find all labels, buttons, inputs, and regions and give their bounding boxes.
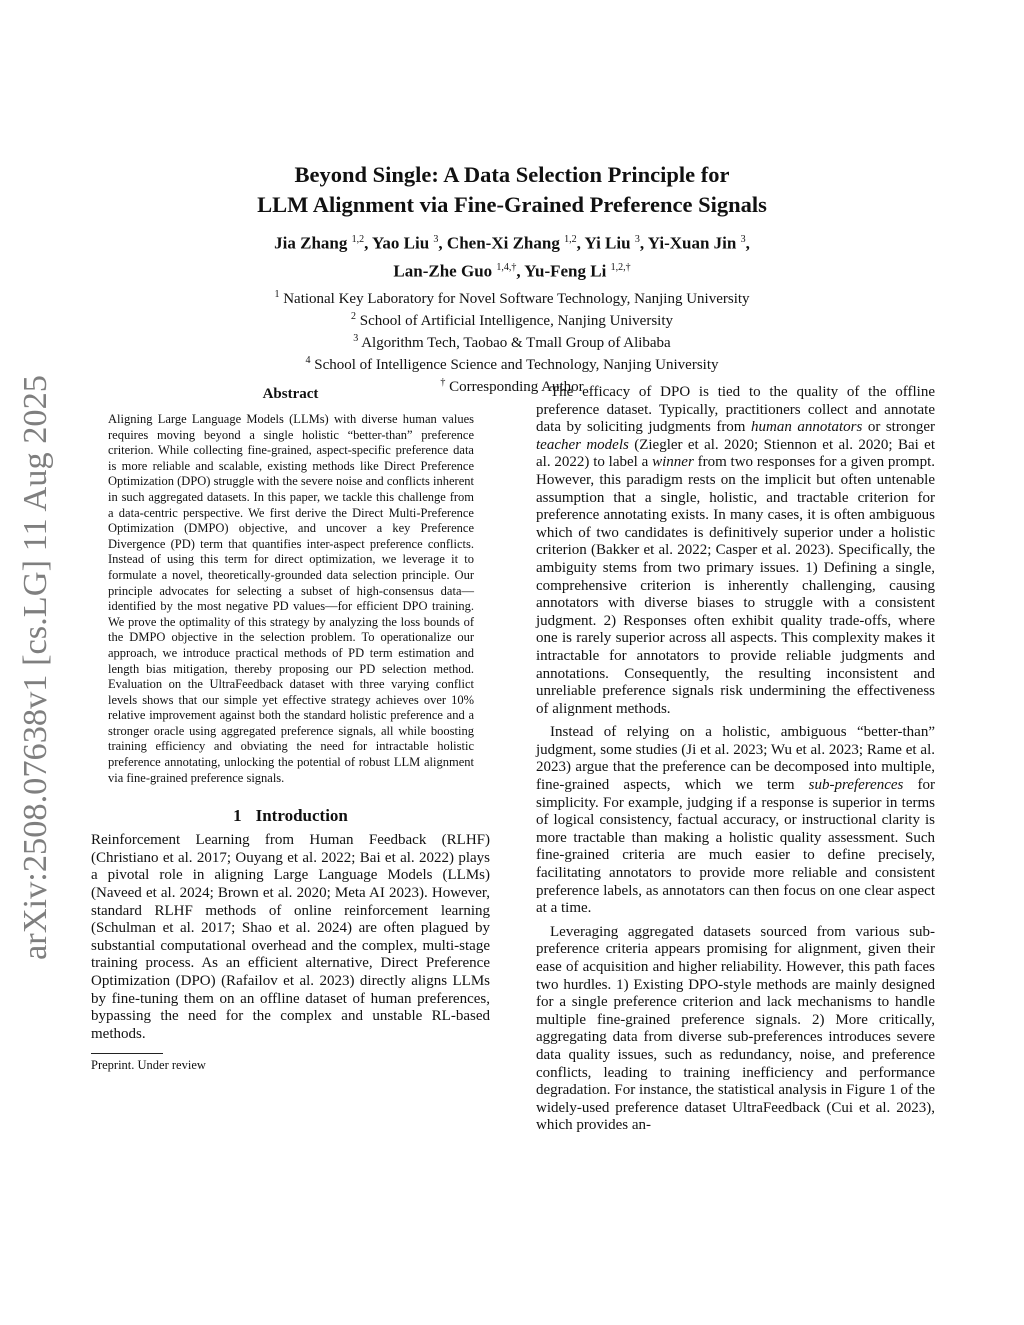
abstract-heading: Abstract	[262, 386, 319, 402]
right-column	[536, 384, 935, 1135]
title-line-1: Beyond Single: A Data Selection Principle for	[294, 162, 730, 187]
section-heading-introduction	[91, 804, 490, 828]
arxiv-identifier-stamp	[0, 370, 60, 970]
footnote-divider	[91, 1053, 163, 1054]
author-name: Yi Liu	[584, 233, 631, 253]
body-paragraph: The efficacy of DPO is tied to the quality of the offline preference dataset. Typically, practitioners collect and annotate data by soliciting judgments from human annotators or stronger teacher models (Ziegler et al. 2020; Stiennon et al. 2020; Bai et al. 2022) to label a winner from two responses for a given prompt. However, this paradigm rests on the implicit but often untenable assumption that a single, holistic, and tractable criterion for preference annotating exists. In many cases, it is often ambiguous which of two candidates is definitively superior under a holistic criterion (Bakker et al. 2022; Casper et al. 2023). Specifically, the ambiguity stems from two primary issues. 1) Defining a single, comprehensive criterion is inherently challenging, causing annotators with diverse biases to struggle with a consistent judgment. 2) Responses often exhibit quality trade-offs, where one is rarely superior across all aspects. This complexity makes it intractable for annotators to provide reliable judgments and annotations. Consequently, the resulting inconsistent and unreliable preference signals risk undermining the effectiveness of alignment methods.	[536, 384, 935, 717]
emphasis-term: sub-preferences	[808, 777, 904, 794]
author-name: Yi-Xuan Jin	[647, 233, 737, 253]
body-paragraph: Leveraging aggregated datasets sourced from various sub-preference criteria appears promising for alignment, given their ease of acquisition and higher reliability. However, this path faces two hurdles. 1) Existing DPO-style methods are mainly designed for a single preference criterion and lack mechanisms to handle multiple fine-grained preference signals. 2) More critically, aggregating data from diverse sub-preferences introduces severe data quality issues, such as redundancy, noise, and preference conflicts, leading to training inefficiency and performance degradation. For instance, the statistical analysis in Figure 1 of the widely-used preference dataset UltraFeedback (Cui et al. 2023), which provides an-	[536, 923, 935, 1134]
emphasis-term: human annotators	[750, 419, 863, 436]
author-affiliation-mark: 1,2	[564, 234, 577, 245]
section-title: Introduction	[255, 806, 348, 826]
title-line-2: LLM Alignment via Fine-Grained Preference Signals	[257, 192, 767, 217]
body-paragraph: Instead of relying on a holistic, ambiguous “better-than” judgment, some studies (Ji et al. 2023; Wu et al. 2023; Rame et al. 2023) argue that the preference can be decomposed into multiple, fine-grained aspects, which we term sub-preferences for simplicity. For example, judging if a response is superior in terms of logical consistency, factual accuracy, or instructional clarity is more tractable than making a holistic quality assessment. Such fine-grained criteria are much easier to define precisely, facilitating annotators to provide more reliable and consistent preference labels, as annotators can then focus on one clear aspect at a time.	[536, 724, 935, 917]
footnote: Preprint. Under review	[91, 1058, 206, 1073]
title-block	[150, 160, 874, 396]
author-line-2: Lan-Zhe Guo $^{1,4,\dagger}$, Yu-Feng Li $^{1,2,\dagger}$	[393, 261, 631, 281]
arxiv-identifier-text: arXiv:2508.07638v1 [cs.LG] 11 Aug 2025	[17, 381, 54, 960]
affiliation-item: $^4$ School of Intelligence Science and Technology, Nanjing University	[305, 355, 719, 374]
author-affiliation-mark: 1,2	[351, 234, 365, 245]
section-number: 1	[233, 806, 242, 826]
emphasis-term: winner	[652, 454, 694, 471]
affiliation-item: $^3$ Algorithm Tech, Taobao & Tmall Group of Alibaba	[353, 333, 671, 352]
author-name: Chen-Xi Zhang	[446, 233, 560, 253]
author-list	[150, 228, 874, 283]
affiliation-item: $^2$ School of Artificial Intelligence, Nanjing University	[350, 311, 673, 330]
author-affiliation-mark: 3	[740, 234, 746, 245]
affiliation-item: † Corresponding Author	[440, 377, 584, 396]
author-affiliation-mark: 1,2,†	[610, 261, 631, 273]
paper-title	[150, 160, 874, 220]
affiliation-item: $^1$ National Key Laboratory for Novel Software Technology, Nanjing University	[274, 289, 750, 308]
author-name: Yao Liu	[372, 233, 430, 253]
introduction-paragraph: Reinforcement Learning from Human Feedback (RLHF) (Christiano et al. 2017; Ouyang et al. 2022; Bai et al. 2022) plays a pivotal role in aligning Large Language Models (LLMs) (Naveed et al. 2024; Brown et al. 2020; Meta AI 2023). However, standard RLHF methods of online reinforcement learning (Schulman et al. 2017; Shao et al. 2024) are often plagued by substantial computational overhead and the complex, multi-stage training process. As an efficient alternative, Direct Preference Optimization (DPO) (Rafailov et al. 2023) directly aligns LLMs by fine-tuning them on an offline dataset of human preferences, bypassing the need for the complex and unstable RL-based methods.	[91, 832, 490, 1042]
author-name: Jia Zhang	[274, 233, 348, 253]
author-name: Lan-Zhe Guo	[393, 261, 493, 281]
affiliation-list	[150, 286, 874, 396]
emphasis-term: teacher models	[536, 436, 629, 453]
abstract-body: Aligning Large Language Models (LLMs) with diverse human values requires moving beyond a single holistic “better-than” preference criterion. While collecting fine-grained, aspect-specific preference data is more reliable and scalable, existing methods like Direct Preference Optimization (DPO) struggle with the severe noise and conflicts inherent in such aggregated datasets. In this paper, we tackle this challenge from a data-centric perspective. We first derive the Direct Multi-Preference Optimization (DMPO) objective, and uncover a key Preference Divergence (PD) term that quantifies inter-aspect preference conflicts. Instead of using this term for direct optimization, we leverage it to formulate a novel, theoretically-grounded data selection principle. Our principle advocates for selecting a subset of high-consensus data—identified by the most negative PD values—for efficient DPO training. We prove the optimality of this strategy by analyzing the loss bounds of the DMPO objective in the selection problem. To operationalize our approach, we introduce practical methods of PD term estimation and length bias mitigation, thereby proposing our PD selection method. Evaluation on the UltraFeedback dataset with three varying conflict levels shows that our simple yet effective strategy achieves over 10% relative improvement against both the standard holistic preference and a stronger oracle using aggregated preference signals, all while boosting training efficiency and obviating the need for intractable holistic preference annotating, unlocking the potential of robust LLM alignment via fine-grained preference signals.	[108, 412, 474, 785]
author-name: Yu-Feng Li	[524, 261, 607, 281]
author-affiliation-mark: 1,4,†	[496, 261, 517, 273]
author-affiliation-mark: 3	[634, 234, 640, 245]
author-line-1: Jia Zhang $^{1,2}$, Yao Liu $^3$, Chen-Xi Zhang $^{1,2}$, Yi Liu $^3$, Yi-Xuan Jin $^3$,	[274, 233, 750, 253]
author-affiliation-mark: 3	[433, 234, 439, 245]
left-column	[91, 384, 490, 1073]
